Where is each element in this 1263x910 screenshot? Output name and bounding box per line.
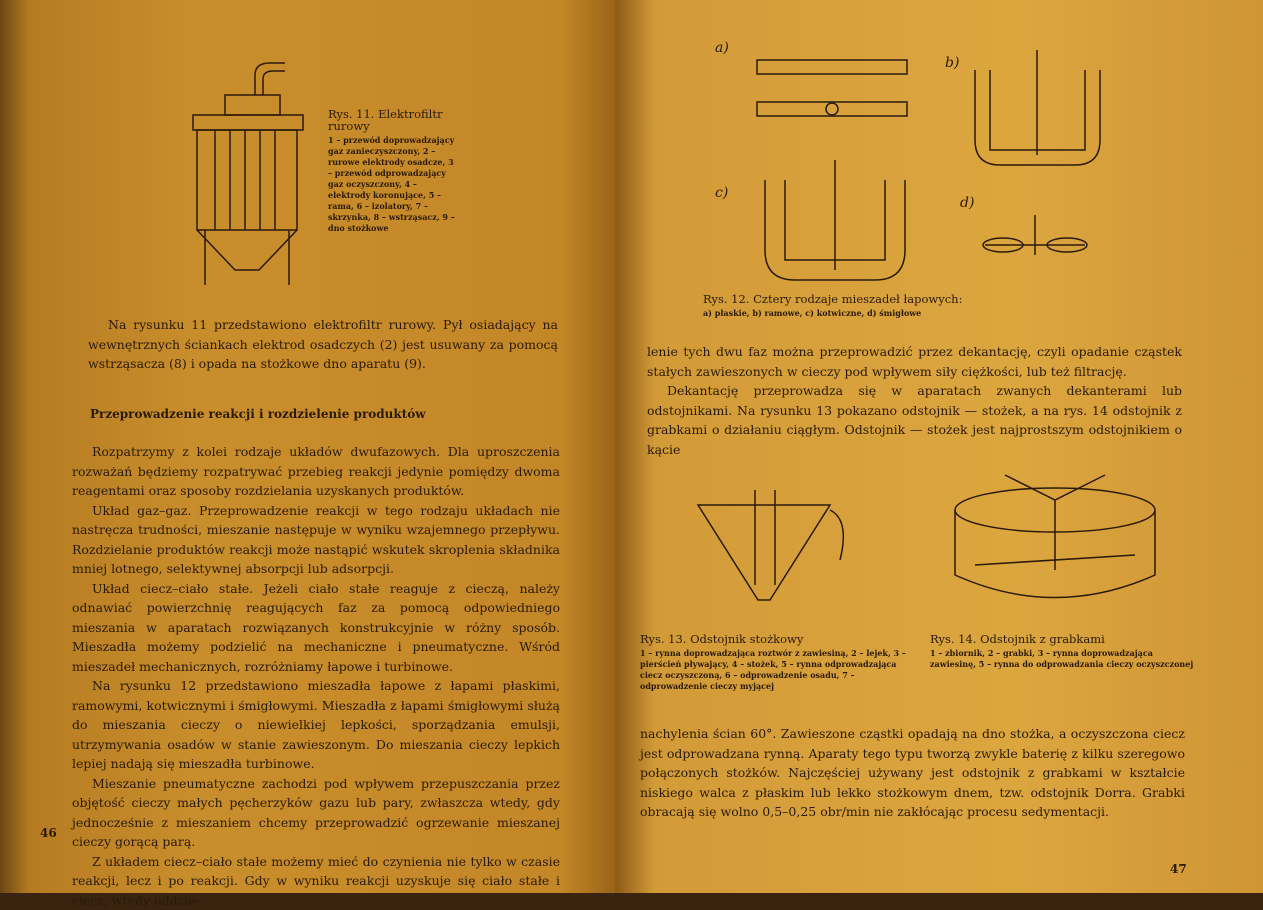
- figure-13-caption: [640, 633, 910, 692]
- figure-14-caption: [930, 633, 1200, 670]
- figure-legend: 1 – przewód doprowadzający gaz zanieczyszczony, 2 – rurowe elektrody osadcze, 3 – przewód odprowadzający gaz oczyszczony, 4 – elektrody koronujące, 5 – rama, 6 – izolatory, 7 – skrzynka, 8 – wstrząsacz, 9 – dno stożkowe: [328, 135, 458, 234]
- figure-13-cone-settler: [690, 460, 860, 620]
- figure-label: b): [945, 55, 959, 71]
- figure-title: Rys. 11. Elektrofiltr rurowy: [328, 108, 458, 132]
- body-text: [647, 342, 1182, 459]
- section-heading: Przeprowadzenie reakcji i rozdzielenie produktów: [90, 407, 426, 421]
- figure-14-rake-settler: [945, 455, 1175, 625]
- figure-title: Rys. 14. Odstojnik z grabkami: [930, 633, 1200, 645]
- page-number: 47: [1170, 862, 1187, 876]
- paragraph: lenie tych dwu faz można przeprowadzić przez dekantację, czyli opadanie cząstek stałych zawieszonych w cieczy pod wpływem siły ciężkości, lub też filtrację.: [647, 342, 1182, 381]
- paragraph: [88, 315, 558, 374]
- paragraph-text: Na rysunku 11 przedstawiono elektrofiltr rurowy. Pył osiadający na wewnętrznych ściankach elektrod osadczych (2) jest usuwany za pomocą wstrząsacza (8) i opada na stożkowe dno aparatu (9).: [88, 315, 558, 374]
- paragraph: Układ gaz–gaz. Przeprowadzenie reakcji w tego rodzaju układach nie nastręcza trudności, mieszanie następuje w wyniku wzajemnego przepływu. Rozdzielanie produktów reakcji może nastąpić wskutek skroplenia składnika mniej lotnego, selektywnej absorpcji lub adsorpcji.: [72, 501, 560, 579]
- figure-12-stirrers: [745, 40, 1145, 290]
- figure-12-caption: [703, 293, 1103, 319]
- paragraph: Układ ciecz–ciało stałe. Jeżeli ciało stałe reaguje z cieczą, należy odnawiać powierzchnię reagujących faz za pomocą odpowiedniego mieszania w aparatach rozwiązanych konstrukcyjnie w różny sposób. Mieszadła możemy podzielić na mechaniczne i pneumatyczne. Wśród mieszadeł mechanicznych, rozróżniamy łapowe i turbinowe.: [72, 579, 560, 677]
- figure-legend: 1 – zbiornik, 2 – grabki, 3 – rynna doprowadzająca zawiesinę, 5 – rynna do odprowadzania cieczy oczyszczonej: [930, 648, 1200, 670]
- right-page: [615, 0, 1263, 893]
- figure-title: Rys. 13. Odstojnik stożkowy: [640, 633, 910, 645]
- body-text: [640, 724, 1185, 822]
- paragraph: nachylenia ścian 60°. Zawieszone cząstki opadają na dno stożka, a oczyszczona ciecz jest odprowadzana rynną. Aparaty tego typu tworzą zwykle baterię z kilku szeregowo połączonych stożków. Najczęściej używany jest odstojnik z grabkami w kształcie niskiego walca z płaskim lub lekko stożkowym dnem, tzw. odstojnik Dorra. Grabki obracają się wolno 0,5–0,25 obr/min nie zakłócając procesu sedymentacji.: [640, 724, 1185, 822]
- left-page: [0, 0, 615, 893]
- figure-label: a): [715, 40, 729, 56]
- page-number: 46: [40, 826, 57, 840]
- figure-11-electrofilter: [185, 55, 315, 285]
- figure-title: Rys. 12. Cztery rodzaje mieszadeł łapowych:: [703, 293, 1103, 305]
- paragraph: Na rysunku 12 przedstawiono mieszadła łapowe z łapami płaskimi, ramowymi, kotwicznymi i śmigłowymi. Mieszadła z łapami śmigłowymi służą do mieszania cieczy o niewielkiej lepkości, sporządzania emulsji, utrzymywania osadów w stanie zawieszonym. Do mieszania cieczy lepkich lepiej nadają się mieszadła turbinowe.: [72, 676, 560, 774]
- figure-label: d): [960, 195, 974, 211]
- figure-legend: 1 – rynna doprowadzająca roztwór z zawiesiną, 2 – lejek, 3 – pierścień pływający, 4 – stożek, 5 – rynna odprowadzająca ciecz oczyszczoną, 6 – odprowadzenie osadu, 7 – odprowadzenie cieczy myjącej: [640, 648, 910, 692]
- paragraph: Rozpatrzymy z kolei rodzaje układów dwufazowych. Dla uproszczenia rozważań będziemy rozpatrywać przebieg reakcji jedynie pomiędzy dwoma reagentami oraz sposoby rozdzielania uzyskanych produktów.: [72, 442, 560, 501]
- paragraph: Mieszanie pneumatyczne zachodzi pod wpływem przepuszczania przez objętość cieczy małych pęcherzyków gazu lub pary, zwłaszcza wtedy, gdy jednocześnie z mieszaniem chcemy przeprowadzić ogrzewanie mieszanej cieczy gorącą parą.: [72, 774, 560, 852]
- figure-11-caption: [328, 108, 458, 234]
- paragraph: Z układem ciecz–ciało stałe możemy mieć do czynienia nie tylko w czasie reakcji, lecz i po reakcji. Gdy w wyniku reakcji uzyskuje się ciało stałe i ciecz, wtedy oddzie-: [72, 852, 560, 910]
- paragraph: Dekantację przeprowadza się w aparatach zwanych dekanterami lub odstojnikami. Na rysunku 13 pokazano odstojnik — stożek, a na rys. 14 odstojnik z grabkami o działaniu ciągłym. Odstojnik — stożek jest najprostszym odstojnikiem o kącie: [647, 381, 1182, 459]
- body-text: [72, 442, 560, 910]
- figure-label: c): [715, 185, 728, 201]
- figure-legend: a) płaskie, b) ramowe, c) kotwiczne, d) śmigłowe: [703, 308, 1103, 319]
